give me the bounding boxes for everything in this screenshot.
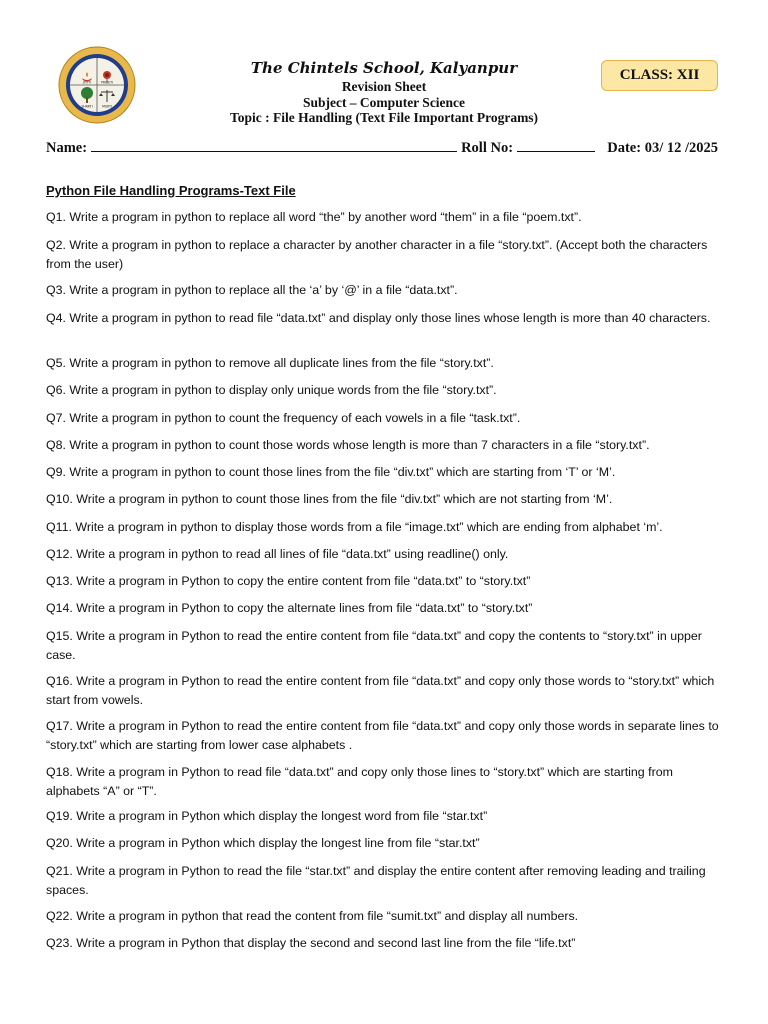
topic-line: Topic : File Handling (Text File Important Programs) [229,110,539,125]
question-item: Q4. Write a program in python to read file “data.txt” and display only those lines whose length is more than 40 characters. [46,311,711,325]
question-item: Q17. Write a program in Python to read the entire content from file “data.txt” and copy only those words in separate lines to “story.txt” which are starting from lower case alphabets . [46,719,719,752]
question-item: Q11. Write a program in python to display those words from a file “image.txt” which are ending from alphabet ‘m’. [46,520,663,534]
svg-text:PRIEETI: PRIEETI [101,80,113,85]
student-info-row [46,139,718,157]
question-item: Q20. Write a program in Python which display the longest line from file “star.txt” [46,836,480,850]
subject-line: Subject – Computer Science [302,95,466,110]
question-item: Q1. Write a program in python to replace all word “the” by another word “them” in a file “poem.txt”. [46,210,582,224]
question-item: Q22. Write a program in python that read the content from file “sumit.txt” and display all numbers. [46,909,579,923]
sheet-type: Revision Sheet [341,79,427,94]
svg-text:SHAKTI: SHAKTI [81,104,93,109]
question-item: Q10. Write a program in python to count those lines from the file “div.txt” which are not starting from ‘M’. [46,492,613,506]
school-crest-icon [58,46,136,124]
question-item: Q8. Write a program in python to count those words whose length is more than 7 characters in a file “story.txt”. [46,438,650,452]
question-item: Q6. Write a program in python to display only unique words from the file “story.txt”. [46,383,497,397]
class-label: CLASS: XII [619,67,700,83]
question-item: Q9. Write a program in python to count those lines from the file “div.txt” which are starting from ‘T’ or ‘M’. [46,465,616,479]
question-item: Q14. Write a program in Python to copy the alternate lines from file “data.txt” to “story.txt” [46,601,533,615]
question-item: Q7. Write a program in python to count the frequency of each vowels in a file “task.txt”. [46,411,521,425]
question-item: Q23. Write a program in Python that display the second and second last line from the file “life.txt” [46,936,576,950]
name-label: Name: [46,140,88,156]
question-item: Q19. Write a program in Python which display the longest word from file “star.txt” [46,809,488,823]
question-item: Q5. Write a program in python to remove all duplicate lines from the file “story.txt”. [46,356,494,370]
question-item: Q2. Write a program in python to replace a character by another character in a file “story.txt”. (Accept both the characters from the user) [46,238,708,271]
roll-field-line[interactable] [517,139,595,152]
school-name: The Chintels School, Kalyanpur [250,59,518,77]
section-title: Python File Handling Programs-Text File [46,183,296,198]
svg-text:MUKTI: MUKTI [102,104,112,109]
question-item: Q16. Write a program in Python to read the entire content from file “data.txt” and copy only those words to “story.txt” which start from vowels. [46,674,715,707]
class-badge [601,60,718,91]
name-field-line[interactable] [91,139,457,152]
question-item: Q21. Write a program in Python to read the file “star.txt” and display the entire content after removing leading and trailing spaces. [46,864,706,897]
date-label: Date: 03/ 12 /2025 [607,140,718,156]
question-item: Q15. Write a program in Python to read the entire content from file “data.txt” and copy the contents to “story.txt” in upper case. [46,629,702,662]
question-item: Q3. Write a program in python to replace all the ‘a’ by ‘@’ in a file “data.txt”. [46,283,458,297]
roll-label: Roll No: [461,140,514,156]
svg-text:JYOTI: JYOTI [82,80,92,85]
question-item: Q12. Write a program in python to read all lines of file “data.txt” using readline() only. [46,547,509,561]
question-item: Q13. Write a program in Python to copy the entire content from file “data.txt” to “story.txt” [46,574,531,588]
question-item: Q18. Write a program in Python to read file “data.txt” and copy only those lines to “story.txt” which are starting from alphabets “A” or “T”. [46,765,673,798]
